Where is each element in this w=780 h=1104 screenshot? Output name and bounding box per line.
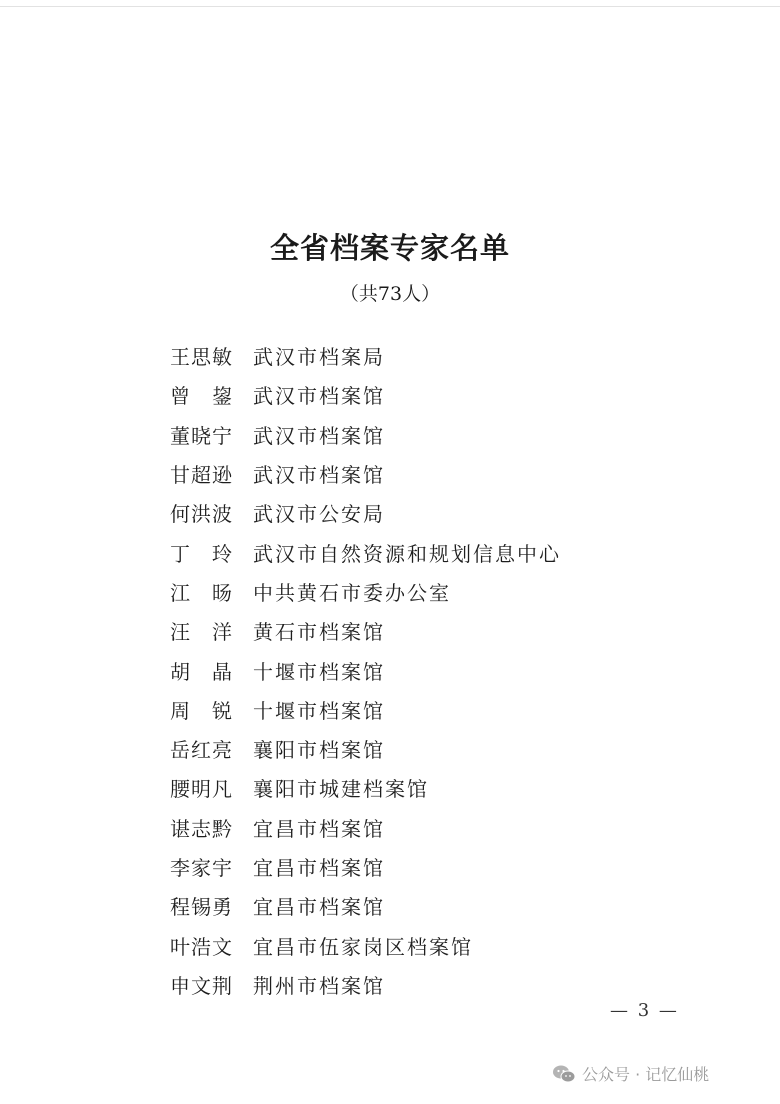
expert-organization: 宜昌市伍家岗区档案馆 [253, 934, 473, 959]
expert-name: 江 旸 [170, 580, 232, 605]
expert-name: 胡 晶 [170, 659, 232, 684]
expert-row [170, 415, 561, 454]
expert-organization: 十堰市档案馆 [253, 659, 385, 684]
expert-row [170, 611, 561, 650]
watermark [552, 1062, 709, 1085]
expert-name: 何 洪 波 [170, 502, 232, 527]
expert-organization: 荆州市档案馆 [253, 973, 385, 998]
expert-name: 叶 浩 文 [170, 934, 232, 959]
expert-row [170, 886, 561, 925]
expert-organization: 中共黄石市委办公室 [253, 580, 451, 605]
expert-name: 谌 志 黔 [170, 816, 232, 841]
expert-name: 腰 明 凡 [170, 777, 232, 802]
expert-organization: 黄石市档案馆 [253, 620, 385, 645]
expert-name: 汪 洋 [170, 620, 232, 645]
expert-organization: 武汉市公安局 [253, 502, 385, 527]
document-title: 全省档案专家名单 [269, 231, 510, 265]
expert-name: 岳 红 亮 [170, 738, 232, 763]
expert-row [170, 650, 561, 689]
expert-row [170, 572, 561, 611]
expert-organization: 十堰市档案馆 [253, 698, 385, 723]
expert-row [170, 454, 561, 493]
expert-organization: 武汉市档案局 [253, 345, 385, 370]
expert-list [170, 336, 561, 1004]
expert-row [170, 690, 561, 729]
expert-organization: 武汉市档案馆 [253, 423, 385, 448]
expert-row [170, 925, 561, 964]
expert-organization: 武汉市自然资源和规划信息中心 [253, 541, 561, 566]
expert-row [170, 768, 561, 807]
expert-row [170, 847, 561, 886]
expert-organization: 宜昌市档案馆 [253, 816, 385, 841]
expert-organization: 宜昌市档案馆 [253, 856, 385, 880]
expert-name: 李 家 宇 [170, 856, 232, 880]
expert-organization: 武汉市档案馆 [253, 384, 385, 409]
wechat-icon [552, 1064, 576, 1084]
document-subtitle: （共73人） [339, 283, 441, 305]
expert-row [170, 375, 561, 414]
expert-row [170, 965, 561, 1004]
expert-name: 丁 玲 [170, 541, 232, 566]
watermark-text: 公众号 · 记忆仙桃 [582, 1065, 710, 1084]
page-number: — 3 — [610, 1000, 679, 1021]
expert-organization: 襄阳市城建档案馆 [253, 777, 429, 802]
expert-name: 周 锐 [170, 698, 232, 723]
expert-organization: 武汉市档案馆 [253, 463, 385, 488]
expert-row [170, 532, 561, 571]
expert-row [170, 493, 561, 532]
expert-row [170, 336, 561, 375]
expert-row [170, 729, 561, 768]
expert-name: 甘 超 逊 [170, 463, 232, 488]
expert-name: 申 文 荆 [170, 973, 232, 998]
page-top-edge [0, 6, 780, 7]
expert-organization: 襄阳市档案馆 [253, 738, 385, 763]
expert-name: 董 晓 宁 [170, 423, 232, 448]
expert-name: 程 锡 勇 [170, 895, 232, 920]
expert-name: 曾 鋆 [170, 384, 232, 409]
expert-organization: 宜昌市档案馆 [253, 895, 385, 920]
expert-row [170, 808, 561, 847]
expert-name: 王 思 敏 [170, 345, 232, 370]
